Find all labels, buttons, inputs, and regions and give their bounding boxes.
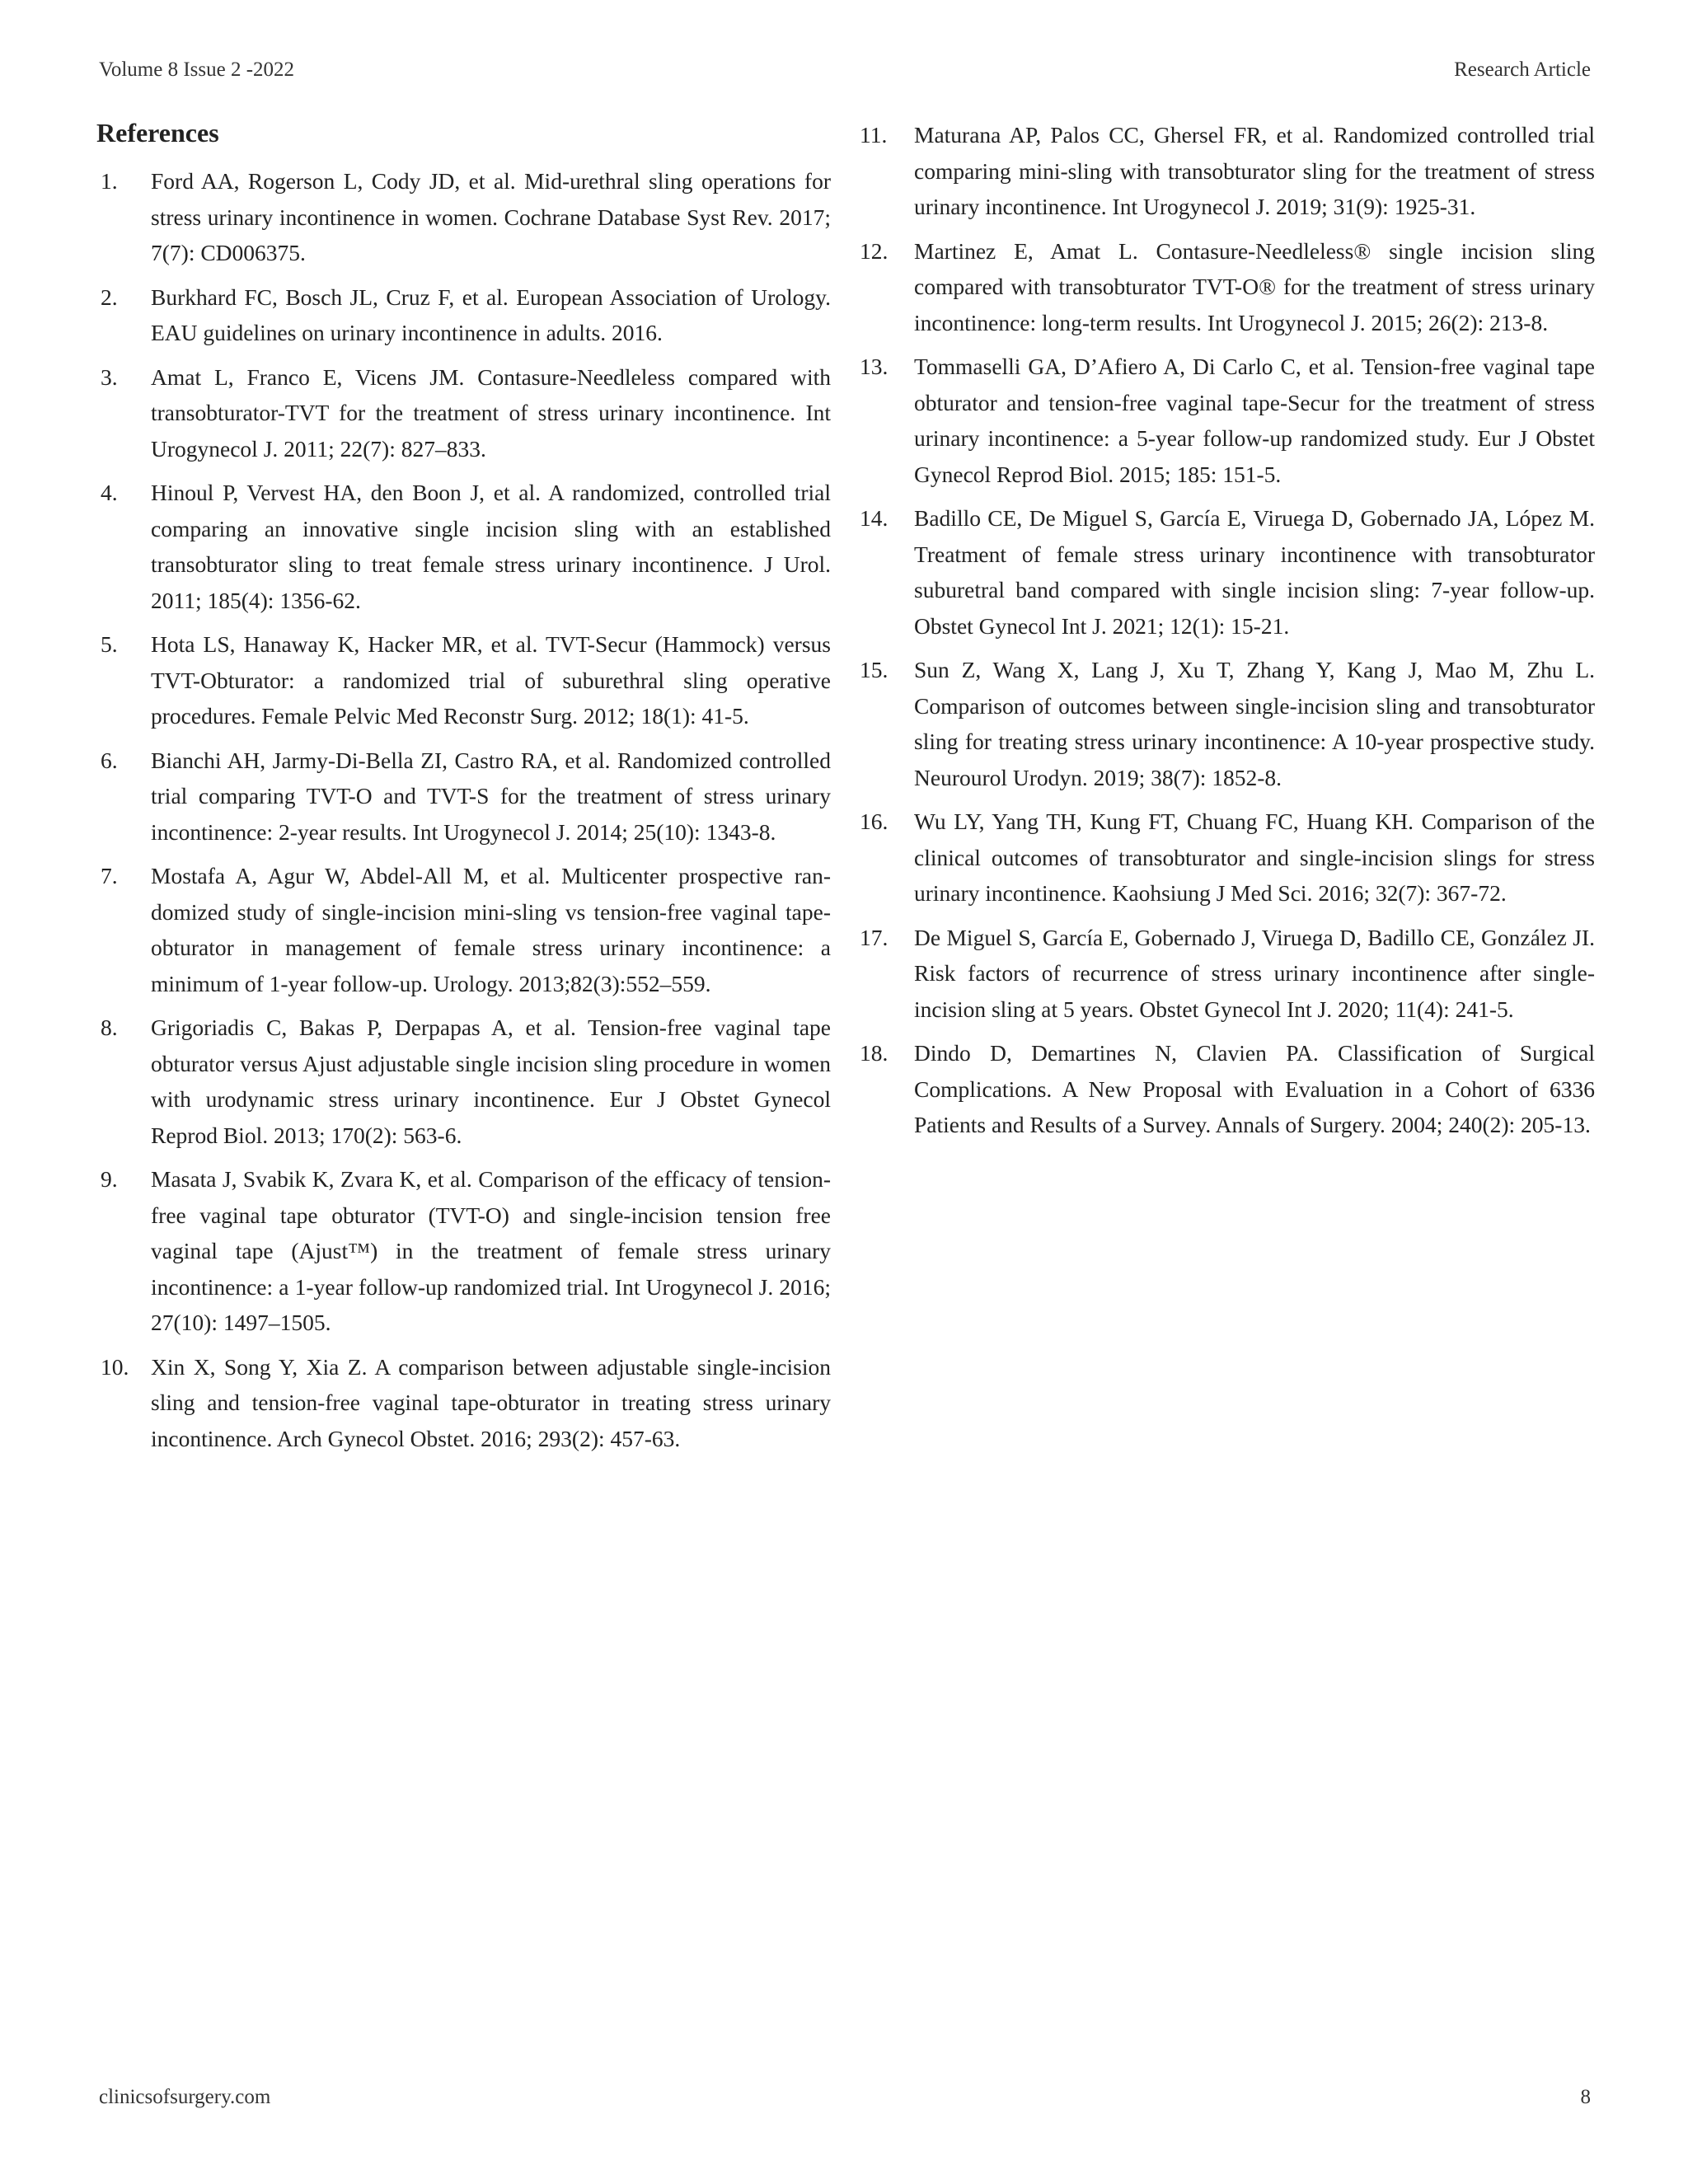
reference-item	[860, 1035, 1595, 1143]
reference-text: Tommaselli GA, D’Afiero A, Di Carlo C, et al. Tension-free vaginal tape obturator and tension-free vaginal tape-Secur for the treatment of stress urinary incontinence: a 5-year follow-up randomized study. Eur J Obstet Gynecol Reprod Biol. 2015; 185: 151-5.	[914, 354, 1595, 487]
reference-text: Maturana AP, Palos CC, Ghersel FR, et al. Randomized controlled trial comparing mini-sling with transobturator sling for the treatment of stress urinary incontinence. Int Urogynecol J. 2019; 31(9): 1925-31.	[914, 122, 1595, 219]
journal-website: clinicsofsurgery.com	[99, 2086, 271, 2108]
reference-number: 13.	[860, 354, 889, 379]
reference-text: Masata J, Svabik K, Zvara K, et al. Comparison of the efficacy of tension-free vaginal tape obturator (TVT-O) and single-incision tension free vaginal tape (Ajust™) in the treatment of female stress urinary incontinence: a 1-year follow-up randomized trial. Int Urogynecol J. 2016; 27(10): 1497–1505.	[151, 1166, 831, 1335]
reference-text: Bianchi AH, Jarmy-Di-Bella ZI, Castro RA, et al. Randomized controlled trial comparing TVT-O and TVT-S for the treatment of stress urinary incontinence: 2-year results. Int Urogynecol J. 2014; 25(10): 1343-8.	[151, 747, 831, 845]
reference-number: 14.	[860, 505, 889, 531]
reference-number: 10.	[101, 1353, 129, 1380]
reference-item	[860, 652, 1595, 795]
reference-number: 9.	[101, 1166, 118, 1192]
reference-item	[860, 804, 1595, 912]
article-type: Research Article	[1454, 59, 1591, 81]
reference-number: 1.	[101, 168, 118, 194]
reference-number: 18.	[860, 1040, 889, 1066]
reference-item	[96, 743, 831, 851]
reference-text: Ford AA, Rogerson L, Cody JD, et al. Mid-urethral sling operations for stress urinary incontinence in women. Cochrane Database Syst Rev. 2017; 7(7): CD006375.	[151, 168, 831, 265]
reference-number: 16.	[860, 808, 889, 834]
reference-text: Grigoriadis C, Bakas P, Derpapas A, et al. Tension-free vaginal tape obturator versus Ajust adjustable single incision sling procedure in women with urodynamic stress urinary incontinence. Eur J Obstet Gynecol Reprod Biol. 2013; 170(2): 563-6.	[151, 1015, 831, 1148]
page-number: 8	[1580, 2086, 1591, 2108]
reference-number: 8.	[101, 1015, 118, 1040]
reference-item	[96, 163, 831, 271]
reference-item	[860, 500, 1595, 644]
reference-item	[860, 117, 1595, 225]
reference-text: Xin X, Song Y, Xia Z. A comparison between adjustable single-incision sling and tension-free vaginal tape-obturator in treating stress urinary incontinence. Arch Gynecol Obstet. 2016; 293(2): 457-63.	[151, 1353, 831, 1451]
reference-number: 3.	[101, 363, 118, 390]
reference-text: Burkhard FC, Bosch JL, Cruz F, et al. European Association of Urology. EAU guidelines on urinary incontinence in adults. 2016.	[151, 284, 831, 345]
reference-number: 11.	[860, 122, 888, 148]
reference-text: Amat L, Franco E, Vicens JM. Contasure-Needleless compared with transobturator-TVT for the treatment of stress urinary incontinence. Int Urogynecol J. 2011; 22(7): 827–833.	[151, 363, 831, 462]
reference-item	[860, 233, 1595, 341]
reference-number: 7.	[101, 863, 118, 888]
references-heading: References	[96, 118, 219, 148]
reference-item	[96, 475, 831, 618]
reference-item	[860, 349, 1595, 492]
reference-number: 17.	[860, 924, 889, 950]
reference-text: Martinez E, Amat L. Contasure-Needleless® single incision sling compared with transobturator TVT-O® for the treatment of stress urinary incontinence: long-term results. Int Urogynecol J. 2015; 26(2): 213-8.	[914, 237, 1595, 335]
reference-item	[96, 279, 831, 351]
reference-item	[96, 1010, 831, 1153]
reference-number: 5.	[101, 631, 118, 657]
journal-volume-issue: Volume 8 Issue 2 -2022	[99, 59, 295, 81]
reference-item	[96, 1349, 831, 1457]
reference-item	[96, 626, 831, 734]
reference-list-left	[96, 163, 831, 1456]
references-column-right	[860, 117, 1595, 1151]
reference-text: De Miguel S, García E, Gobernado J, Viruega D, Badillo CE, González JI. Risk factors of recurrence of stress urinary incontinence after single-incision sling at 5 years. Obstet Gynecol Int J. 2020; 11(4): 241-5.	[914, 924, 1595, 1022]
reference-item	[96, 359, 831, 467]
reference-number: 4.	[101, 480, 118, 505]
reference-number: 15.	[860, 657, 889, 682]
reference-number: 2.	[101, 284, 118, 310]
reference-text: Hinoul P, Vervest HA, den Boon J, et al. A randomized, controlled trial comparing an innovative single incision sling with an established transobturator sling to treat female stress urinary incontinence. J Urol. 2011; 185(4): 1356-62.	[151, 480, 831, 613]
reference-text: Wu LY, Yang TH, Kung FT, Chuang FC, Huang KH. Comparison of the clinical outcomes of transobturator and single-incision slings for stress urinary incontinence. Kaohsiung J Med Sci. 2016; 32(7): 367-72.	[914, 808, 1595, 906]
reference-text: Hota LS, Hanaway K, Hacker MR, et al. TVT-Secur (Hammock) versus TVT-Obturator: a randomized trial of suburethral sling operative procedures. Female Pelvic Med Reconstr Surg. 2012; 18(1): 41-5.	[151, 631, 831, 729]
reference-text: Dindo D, Demartines N, Clavien PA. Classification of Surgical Complications. A New Proposal with Evaluation in a Cohort of 6336 Patients and Results of a Survey. Annals of Surgery. 2004; 240(2): 205-13.	[914, 1040, 1595, 1137]
reference-item	[860, 920, 1595, 1028]
reference-text: Sun Z, Wang X, Lang J, Xu T, Zhang Y, Kang J, Mao M, Zhu L. Comparison of outcomes between single-incision sling and transobturator sling for treating stress urinary incontinence: A 10-year prospective study. Neurourol Urodyn. 2019; 38(7): 1852-8.	[914, 657, 1595, 790]
reference-text: Mostafa A, Agur W, Abdel-All M, et al. Multicenter prospective randomized study of single-incision mini-sling vs tension-free vaginal tape-obturator in management of female stress urinary incontinence: a minimum of 1-year follow-up. Urology. 2013;82(3):552–559.	[151, 863, 831, 996]
reference-item	[96, 1161, 831, 1341]
reference-item	[96, 858, 831, 1001]
reference-list-right	[860, 117, 1595, 1143]
reference-number: 12.	[860, 237, 889, 264]
reference-text: Badillo CE, De Miguel S, García E, Viruega D, Gobernado JA, López M. Treatment of female stress urinary incontinence with transobturator suburetral band compared with single incision sling: 7-year follow-up. Obstet Gynecol Int J. 2021; 12(1): 15-21.	[914, 505, 1595, 639]
reference-number: 6.	[101, 747, 118, 773]
references-column-left	[96, 117, 831, 1465]
